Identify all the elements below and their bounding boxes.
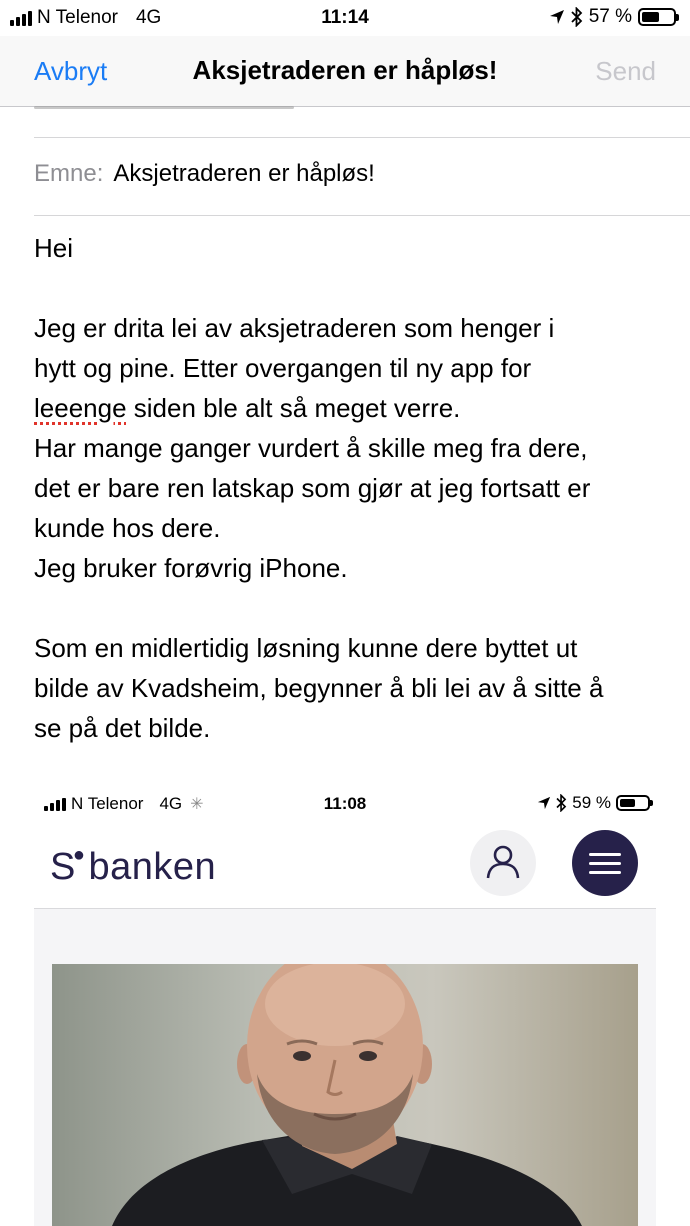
misspelled-word[interactable]: leeenge: [34, 393, 127, 423]
logo-letter: S: [50, 846, 76, 888]
person-photo-illustration: [52, 964, 638, 1226]
logo-dot: ●: [72, 844, 86, 866]
body-line: Som en midlertidig løsning kunne dere byttet ut: [34, 633, 578, 663]
network-type: 4G: [135, 7, 162, 28]
status-time: 11:14: [321, 7, 369, 28]
network-type: 4G: [159, 794, 183, 813]
subject-label: Emne:: [34, 160, 104, 187]
attachment-status-right: [537, 793, 650, 813]
bluetooth-icon: [571, 7, 583, 27]
cancel-button[interactable]: Avbryt: [34, 56, 108, 86]
location-arrow-icon: [549, 9, 565, 25]
user-icon: [486, 844, 520, 880]
battery-icon: [638, 8, 676, 26]
send-button[interactable]: Send: [595, 56, 656, 86]
divider: [34, 137, 690, 138]
logo-text: banken: [88, 846, 217, 888]
carrier-name: N Telenor: [71, 794, 144, 813]
bluetooth-icon: [556, 794, 567, 812]
activity-spinner-icon: ✳: [190, 796, 204, 813]
body-line: det er bare ren latskap som gjør at jeg fortsatt er: [34, 473, 591, 503]
attachment-content-area: [34, 909, 656, 1226]
carrier-name: N Telenor: [37, 7, 118, 28]
subject-field[interactable]: [34, 160, 375, 188]
greeting-line: Hei: [34, 233, 74, 263]
battery-fill: [642, 12, 659, 22]
battery-percent: 59 %: [572, 793, 611, 812]
body-line: hytt og pine. Etter overgangen til ny app for: [34, 353, 532, 383]
body-line: [34, 388, 674, 428]
battery-icon: [616, 795, 650, 811]
battery-percent: 57 %: [588, 6, 632, 27]
hamburger-line: [589, 862, 621, 865]
attached-screenshot[interactable]: [34, 786, 656, 1226]
user-profile-button[interactable]: [470, 830, 536, 896]
hamburger-line: [589, 871, 621, 874]
attachment-status-bar: [34, 786, 656, 820]
body-line: Jeg er drita lei av aksjetraderen som henger i: [34, 313, 555, 343]
message-body[interactable]: [34, 228, 674, 748]
battery-fill: [620, 799, 635, 807]
body-line: se på det bilde.: [34, 713, 211, 743]
clipped-field-text: [34, 106, 294, 114]
status-bar: [0, 0, 690, 36]
location-arrow-icon: [537, 796, 551, 810]
profile-photo: [52, 964, 638, 1226]
body-line: kunde hos dere.: [34, 513, 221, 543]
subject-value[interactable]: Aksjetraderen er håpløs!: [113, 160, 375, 187]
compose-title: Aksjetraderen er håpløs!: [192, 55, 498, 85]
body-line: bilde av Kvadsheim, begynner å bli lei av å sitte å: [34, 673, 604, 703]
compose-nav-bar: [0, 36, 690, 107]
menu-button[interactable]: [572, 830, 638, 896]
divider: [34, 215, 690, 216]
body-line: Har mange ganger vurdert å skille meg fra dere,: [34, 433, 588, 463]
sbanken-logo: [50, 846, 216, 889]
body-line: Jeg bruker forøvrig iPhone.: [34, 553, 348, 583]
status-right: [549, 6, 676, 28]
hamburger-menu-icon: [589, 853, 621, 856]
status-time: 11:08: [323, 794, 367, 813]
body-line-rest: siden ble alt så meget verre.: [126, 393, 461, 423]
